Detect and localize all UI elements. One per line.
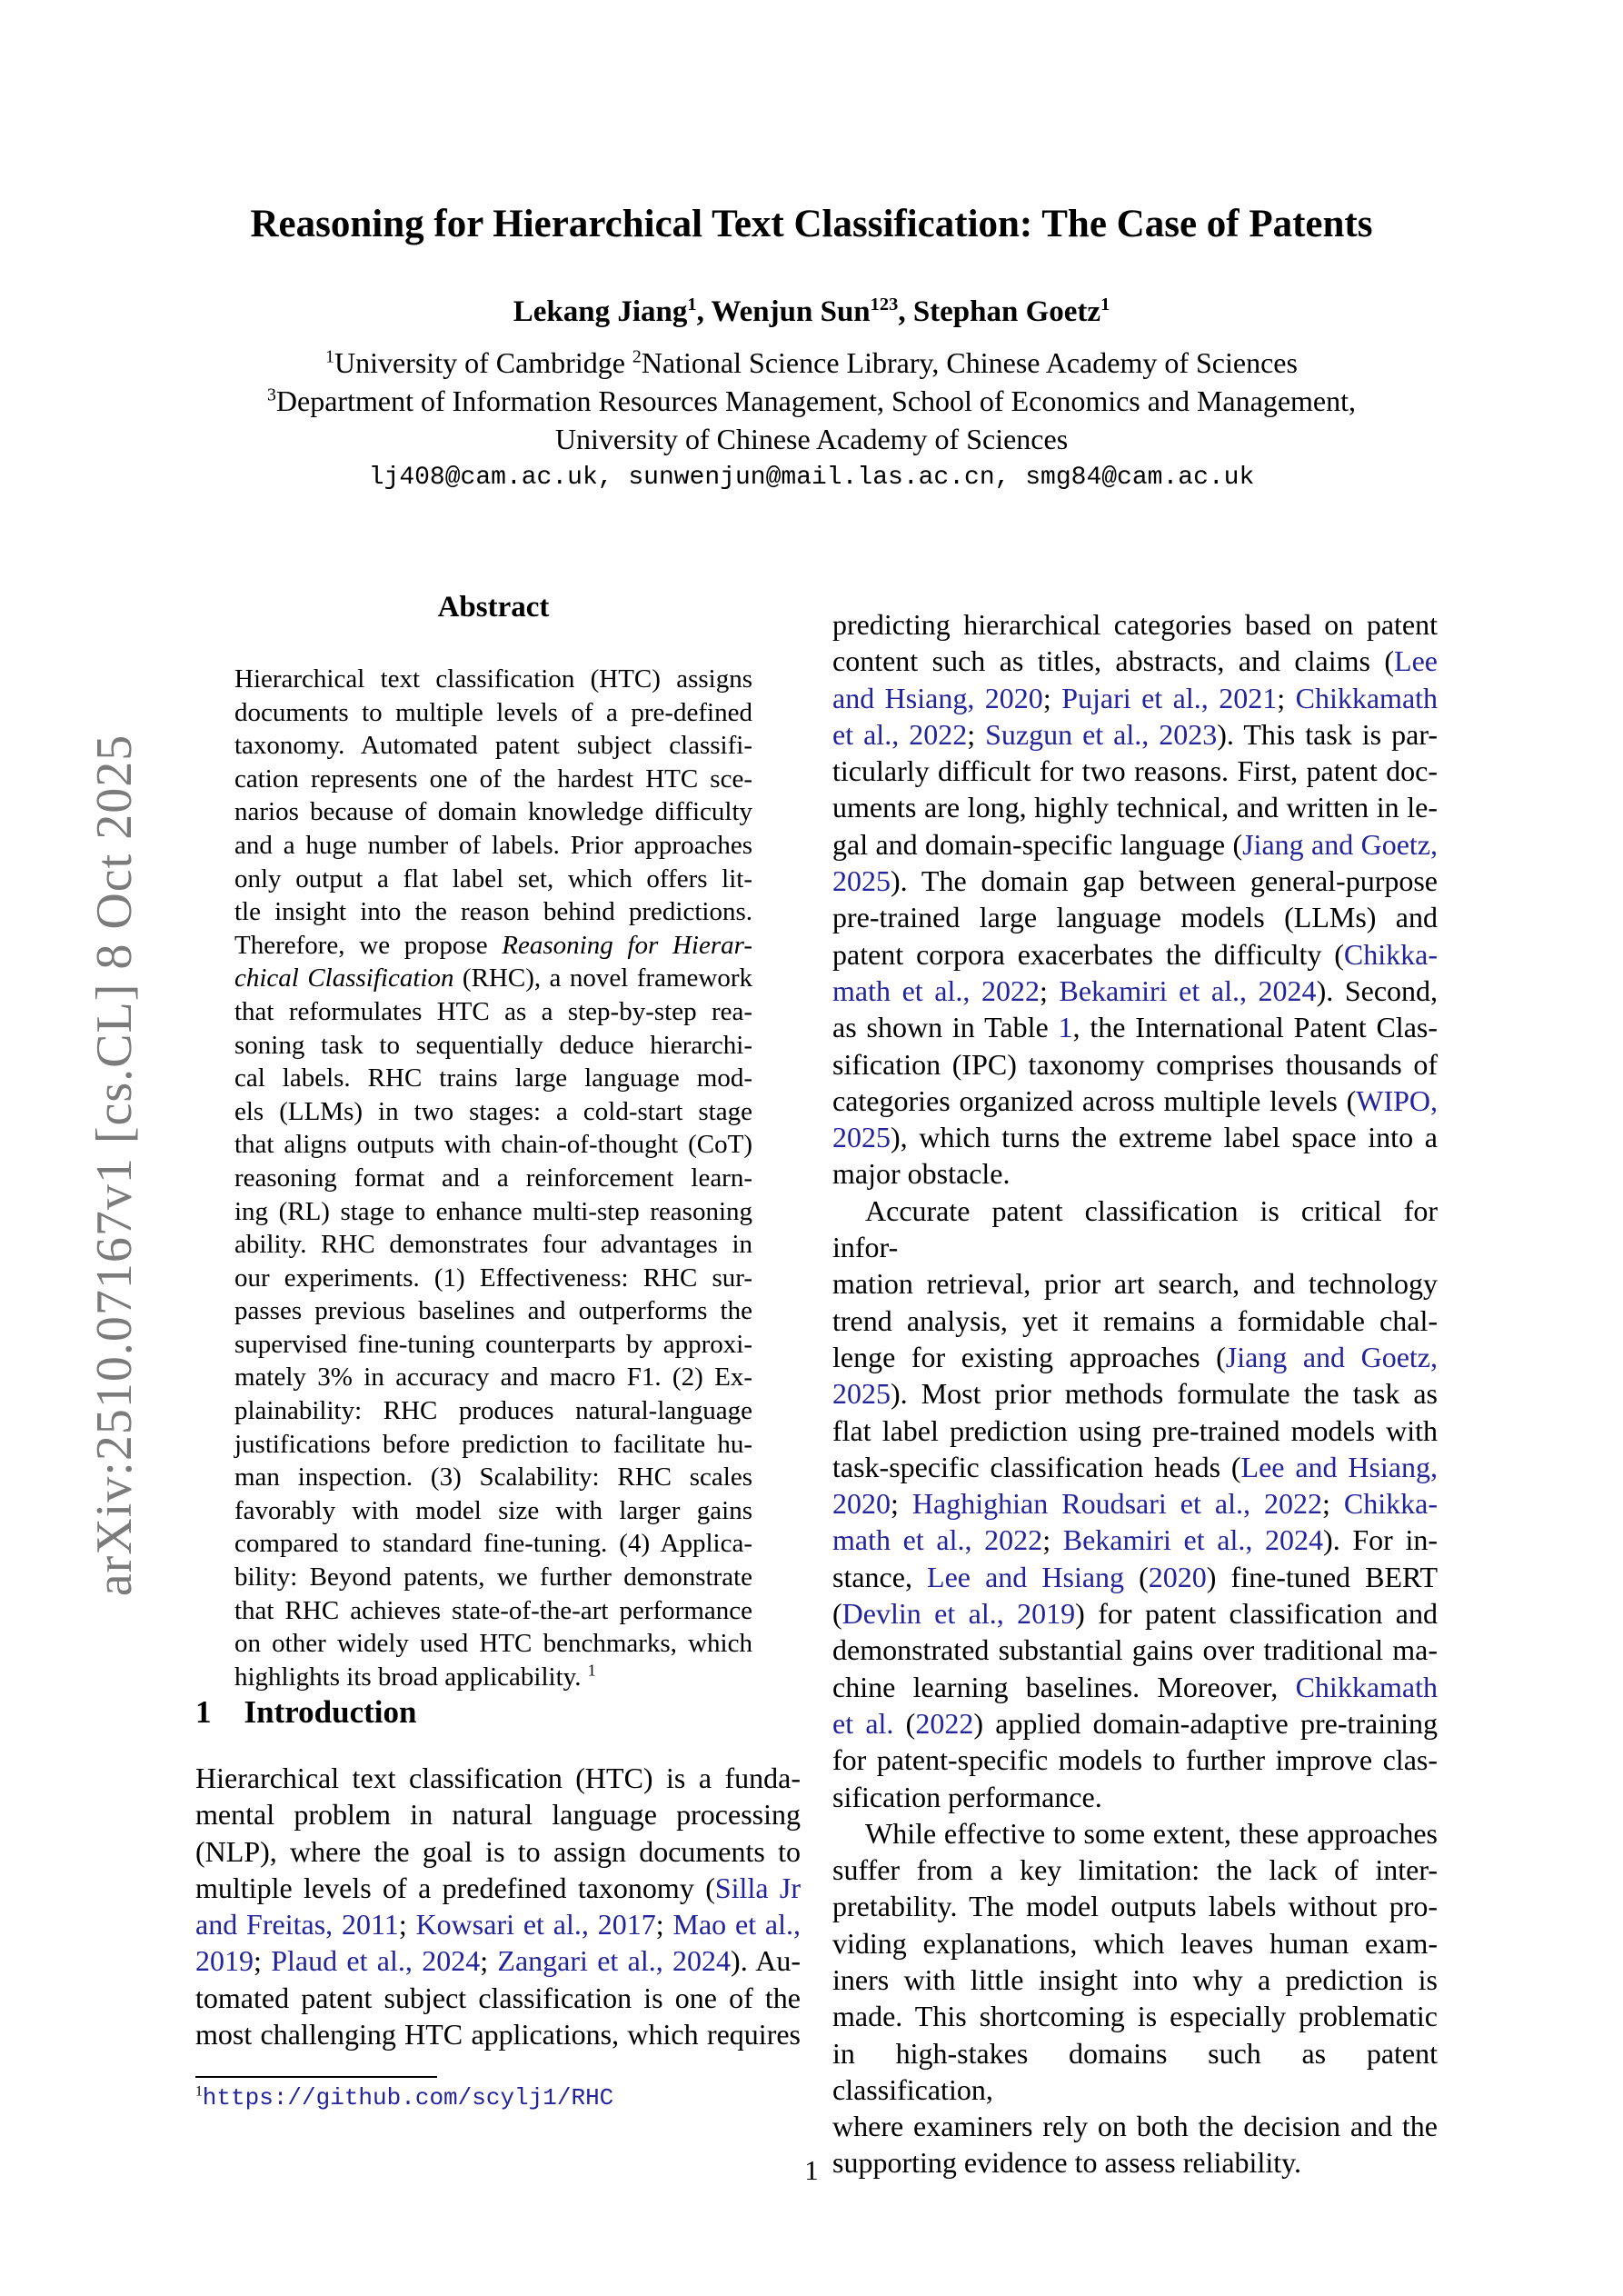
citation-link[interactable]: Pujari et al., 2021 [1061, 681, 1278, 714]
text-line [234, 1527, 752, 1561]
text-span: soning task to sequentially deduce hierarchi- [234, 1030, 752, 1060]
text-line [832, 1705, 1438, 1742]
arxiv-watermark: arXiv:2510.07167v1 [cs.CL] 8 Oct 2025 [86, 734, 143, 1597]
citation-link[interactable]: 2025 [832, 1121, 891, 1154]
paper-title: Reasoning for Hierarchical Text Classification: The Case of Patents [250, 203, 1373, 245]
text-span: ( [893, 1706, 916, 1740]
italic-text: chical Classification [234, 963, 454, 993]
text-span: content such as titles, abstracts, and claims ( [832, 644, 1395, 678]
text-span: ). Most prior methods formulate the task as [891, 1377, 1438, 1411]
text-line [234, 763, 752, 796]
text-span: ; [891, 1487, 912, 1521]
text-line [832, 1962, 1438, 1998]
text-line [234, 1095, 752, 1129]
text-span: for patent-specific models to further improve clas- [832, 1743, 1438, 1777]
text-span: ), which turns the extreme label space into a [891, 1121, 1438, 1154]
text-span: passes previous baselines and outperforms the [234, 1296, 752, 1326]
text-line [234, 962, 752, 995]
text-line [234, 1195, 752, 1229]
text-span: compared to standard fine-tuning. (4) Applica- [234, 1529, 752, 1559]
text-line [832, 973, 1438, 1009]
text-line [832, 1375, 1438, 1412]
text-line [832, 1449, 1438, 1485]
text-line [234, 863, 752, 896]
text-span: ing (RL) stage to enhance multi-step reasoning [234, 1196, 752, 1226]
text-line [234, 1661, 752, 1694]
footnote [195, 2083, 801, 2111]
text-span: ; [398, 1908, 416, 1942]
text-line [832, 1559, 1438, 1595]
text-line [234, 1428, 752, 1462]
text-line [832, 1522, 1438, 1558]
text-line [832, 1009, 1438, 1045]
text-span: Stephan Goetz [912, 295, 1101, 328]
text-span: ) applied domain-adaptive pre-training [973, 1706, 1439, 1740]
text-line [832, 1632, 1438, 1668]
citation-link[interactable]: 2025 [832, 1377, 891, 1411]
citation-link[interactable]: 2022 [915, 1706, 974, 1740]
text-line [832, 1485, 1438, 1522]
text-span: Lekang Jiang [513, 295, 688, 328]
superscript: 3 [266, 384, 276, 405]
text-line [234, 729, 752, 763]
text-span: where examiners rely on both the decision and the [832, 2110, 1438, 2143]
text-span: Accurate patent classification is critical for infor- [832, 1193, 1438, 1264]
text-span: supporting evidence to assess reliability. [832, 2146, 1302, 2180]
text-span: , [898, 295, 913, 328]
text-line [234, 895, 752, 929]
superscript: 1 [195, 2083, 203, 2100]
text-span: tle insight into the reason behind predictions. [234, 897, 752, 927]
text-span: and a huge number of labels. Prior approaches [234, 830, 752, 860]
citation-link[interactable]: and Freitas, 2011 [195, 1908, 399, 1942]
text-span: multiple levels of a predefined taxonomy ( [195, 1871, 715, 1904]
text-line [195, 1760, 801, 1796]
text-span: ). Au- [731, 1944, 802, 1978]
citation-link[interactable]: 2020 [832, 1487, 891, 1521]
text-line [832, 1155, 1438, 1192]
citation-link[interactable]: WIPO, [1356, 1083, 1438, 1117]
text-span: reasoning format and a reinforcement learn- [234, 1163, 752, 1193]
text-line [195, 1906, 801, 1942]
text-span: narios because of domain knowledge difficulty [234, 797, 752, 827]
section-number: 1 [195, 1694, 212, 1730]
text-line [832, 1595, 1438, 1632]
citation-link[interactable]: 2025 [832, 864, 891, 898]
text-line [832, 643, 1438, 679]
citation-link[interactable]: Lee and Hsiang [927, 1560, 1125, 1593]
text-span: pretability. The model outputs labels without pro- [832, 1890, 1438, 1923]
citation-link[interactable]: Jiang and Goetz, [1242, 827, 1438, 861]
text-span: suffer from a key limitation: the lack of inter- [832, 1853, 1438, 1887]
text-line [832, 1083, 1438, 1119]
text-line [832, 1742, 1438, 1778]
text-line [832, 2108, 1438, 2144]
text-line [234, 1262, 752, 1295]
text-line [234, 1029, 752, 1063]
superscript: 1 [1100, 294, 1110, 314]
text-line [195, 1980, 801, 2016]
text-line [234, 1594, 752, 1628]
text-line [234, 795, 752, 829]
right-column-text [832, 606, 1438, 2181]
text-line [832, 716, 1438, 753]
text-span: highlights its broad applicability. [234, 1662, 588, 1692]
text-span: iners with little insight into why a prediction is [832, 1962, 1438, 1996]
text-span: as shown in Table [832, 1011, 1059, 1044]
text-span: ; [480, 1944, 498, 1978]
affiliation-line-1 [0, 346, 1623, 380]
text-span: University of Cambridge [334, 346, 632, 379]
text-span: sification performance. [832, 1780, 1102, 1813]
text-line [832, 606, 1438, 643]
text-line [234, 1162, 752, 1195]
text-line [195, 1870, 801, 1906]
text-span: trend analysis, yet it remains a formidable chal- [832, 1303, 1438, 1337]
text-span: predicting hierarchical categories based on patent [832, 608, 1438, 641]
text-line [234, 1461, 752, 1494]
text-line [832, 1779, 1438, 1815]
text-line [234, 829, 752, 863]
text-span: bility: Beyond patents, we further demonstrate [234, 1562, 752, 1592]
left-column-text [195, 1760, 801, 2052]
citation-link[interactable]: math et al., 2022 [832, 1523, 1043, 1557]
citation-link[interactable]: 1 [1058, 1011, 1073, 1044]
citation-link[interactable]: Suzgun et al., 2023 [985, 717, 1218, 751]
text-span: ability. RHC demonstrates four advantages in [234, 1230, 752, 1260]
text-span: , the International Patent Clas- [1072, 1011, 1438, 1044]
text-span: gal and domain-specific language ( [832, 827, 1243, 861]
citation-link[interactable]: Silla Jr [714, 1871, 802, 1904]
superscript: 1 [325, 346, 334, 367]
text-span: ; [254, 1944, 272, 1978]
text-span: uments are long, highly technical, and written in le- [832, 791, 1438, 824]
citation-link[interactable]: Lee and Hsiang, [1240, 1450, 1438, 1483]
text-line [832, 2035, 1438, 2109]
text-span: patent corpora exacerbates the difficulty ( [832, 937, 1344, 971]
text-span: task-specific classification heads ( [832, 1450, 1241, 1483]
text-span: plainability: RHC produces natural-language [234, 1396, 752, 1426]
text-line [234, 929, 752, 963]
text-line [832, 1669, 1438, 1705]
text-span: man inspection. (3) Scalability: RHC scales [234, 1462, 752, 1492]
text-span: ; [1039, 973, 1060, 1007]
citation-link[interactable]: Devlin et al., 2019 [841, 1597, 1076, 1631]
footnote-url-link[interactable]: https://github.com/scylj1/RHC [202, 2084, 614, 2111]
footnote-rule [195, 2076, 437, 2078]
text-line [195, 1942, 801, 1979]
text-span: University of Chinese Academy of Sciences [554, 423, 1069, 455]
text-span: ). This task is par- [1217, 717, 1438, 751]
text-line [832, 1046, 1438, 1083]
text-span: , [696, 295, 712, 328]
text-span: categories organized across multiple levels ( [832, 1083, 1357, 1117]
text-span: ) fine-tuned BERT [1206, 1560, 1438, 1593]
authors-line [0, 295, 1623, 329]
text-span: on other widely used HTC benchmarks, which [234, 1629, 752, 1659]
citation-link[interactable]: Mao et al., [672, 1908, 802, 1942]
paragraph [234, 663, 752, 1693]
citation-link[interactable]: 2019 [195, 1944, 254, 1978]
section-title: Introduction [244, 1694, 417, 1730]
abstract-body [234, 663, 752, 1693]
citation-link[interactable]: Jiang and Goetz, [1225, 1340, 1438, 1373]
text-span: favorably with model size with larger gains [234, 1495, 752, 1525]
text-span: ; [1042, 1523, 1063, 1557]
text-line [832, 1888, 1438, 1924]
citation-link[interactable]: et al. [832, 1706, 894, 1740]
text-span: Hierarchical text classification (HTC) is a funda- [195, 1762, 801, 1794]
text-span: ). The domain gap between general-purpose [891, 864, 1438, 898]
text-line [832, 1265, 1438, 1302]
text-line [832, 1413, 1438, 1449]
citation-link[interactable]: Chikka- [1343, 1487, 1438, 1521]
text-span: only output a flat label set, which offers lit- [234, 863, 752, 893]
text-line [832, 936, 1438, 973]
text-span: Hierarchical text classification (HTC) assigns [234, 664, 752, 694]
text-line [832, 753, 1438, 789]
citation-link[interactable]: Plaud et al., 2024 [271, 1944, 481, 1978]
paragraph [832, 1815, 1438, 2181]
text-line [234, 1561, 752, 1594]
text-line [832, 680, 1438, 716]
text-line [832, 1815, 1438, 1852]
citation-link[interactable]: Haghighian Roudsari et al., 2022 [911, 1487, 1322, 1521]
superscript: 2 [632, 346, 642, 367]
citation-link[interactable]: Kowsari et al., 2017 [415, 1908, 656, 1942]
text-span: taxonomy. Automated patent subject classifi- [234, 731, 752, 761]
text-span: cation represents one of the hardest HTC sce- [234, 764, 752, 794]
text-line [234, 663, 752, 696]
text-line [234, 1361, 752, 1394]
text-span: pre-trained large language models (LLMs) and [832, 901, 1438, 934]
text-span: tomated patent subject classification is one of the [195, 1981, 801, 2014]
text-span: chine learning baselines. Moreover, [832, 1670, 1296, 1703]
page-number: 1 [804, 2154, 819, 2186]
citation-link[interactable]: Chikkamath [1295, 1670, 1438, 1703]
author-emails: lj408@cam.ac.uk, sunwenjun@mail.las.ac.cn, smg84@cam.ac.uk [368, 464, 1255, 492]
text-span: Wenjun Sun [711, 295, 871, 328]
section-heading-introduction [195, 1694, 804, 1731]
text-span: Department of Information Resources Management, School of Economics and Management, [275, 384, 1356, 417]
text-line [234, 1627, 752, 1661]
text-line [832, 1339, 1438, 1375]
text-span: lenge for existing approaches ( [832, 1340, 1226, 1373]
text-span: ( [1124, 1560, 1149, 1593]
text-line [234, 1328, 752, 1362]
citation-link[interactable]: Chikka- [1343, 937, 1438, 971]
text-span: National Science Library, Chinese Academy of Sciences [641, 346, 1298, 379]
text-line [234, 995, 752, 1029]
paragraph [195, 1760, 801, 2052]
text-line [832, 1303, 1438, 1339]
text-line [832, 1925, 1438, 1962]
text-span: in high-stakes domains such as patent classification, [832, 2036, 1438, 2106]
text-line [234, 1062, 752, 1095]
text-span: cal labels. RHC trains large language mod- [234, 1063, 752, 1093]
text-span: ; [1042, 681, 1062, 714]
text-line [234, 1394, 752, 1428]
text-span: ( [832, 1597, 842, 1631]
text-span: ; [1277, 681, 1296, 714]
text-span: documents to multiple levels of a pre-defined [234, 697, 752, 727]
text-span: that RHC achieves state-of-the-art performance [234, 1595, 752, 1625]
text-span: (RHC), a novel framework [453, 963, 752, 993]
text-span: While effective to some extent, these approaches [865, 1816, 1438, 1850]
text-span: Therefore, we propose [234, 930, 503, 960]
text-span: our experiments. (1) Effectiveness: RHC sur- [234, 1263, 752, 1293]
text-span: ). For in- [1323, 1523, 1439, 1557]
text-span: mental problem in natural language processing [195, 1798, 801, 1832]
text-span: ; [967, 717, 986, 751]
text-line [234, 1494, 752, 1528]
citation-link[interactable]: Bekamiri et al., 2024 [1062, 1523, 1324, 1557]
text-line [832, 1998, 1438, 2034]
citation-link[interactable]: Chikkamath [1295, 681, 1439, 714]
superscript: 123 [870, 294, 899, 314]
citation-link[interactable]: Lee [1394, 644, 1438, 678]
text-line [195, 1833, 801, 1870]
text-line [832, 826, 1438, 863]
text-span: flat label prediction using pre-trained models with [832, 1413, 1438, 1447]
text-span: (NLP), where the goal is to assign documents to [195, 1834, 801, 1868]
text-span: ) for patent classification and [1075, 1597, 1439, 1631]
text-span: mation retrieval, prior art search, and technology [832, 1267, 1438, 1301]
text-span: made. This shortcoming is especially problematic [832, 2000, 1438, 2033]
text-line [195, 1796, 801, 1832]
italic-text: Reasoning for Hierar- [502, 930, 752, 960]
affiliation-line-3 [0, 423, 1623, 456]
text-line [832, 863, 1438, 899]
text-span: viding explanations, which leaves human exam- [832, 1926, 1438, 1960]
text-line [234, 696, 752, 730]
text-line [195, 2016, 801, 2052]
paragraph [832, 606, 1438, 1193]
text-line [234, 1228, 752, 1262]
text-span: ticularly difficult for two reasons. First, patent doc- [832, 754, 1438, 788]
text-span: that reformulates HTC as a step-by-step rea- [234, 996, 752, 1026]
text-span: els (LLMs) in two stages: a cold-start stage [234, 1096, 752, 1126]
text-span: ). Second, [1316, 973, 1439, 1007]
text-line [234, 1294, 752, 1328]
affiliation-line-2 [0, 384, 1623, 418]
text-span: ; [1322, 1487, 1344, 1521]
paragraph [832, 1193, 1438, 1815]
superscript: 1 [587, 1661, 596, 1680]
citation-link[interactable]: 2020 [1148, 1560, 1207, 1593]
text-span: supervised fine-tuning counterparts by approxi- [234, 1329, 752, 1359]
text-line [832, 1119, 1438, 1155]
text-line [832, 1193, 1438, 1266]
text-span: demonstrated substantial gains over traditional ma- [832, 1633, 1438, 1667]
text-line [832, 899, 1438, 935]
text-span: major obstacle. [832, 1157, 1011, 1191]
text-span: mately 3% in accuracy and macro F1. (2) Ex- [234, 1363, 752, 1393]
text-span: stance, [832, 1560, 928, 1593]
abstract-heading: Abstract [437, 591, 550, 624]
superscript: 1 [687, 294, 697, 314]
text-span: ; [655, 1908, 673, 1942]
citation-link[interactable]: Bekamiri et al., 2024 [1059, 973, 1317, 1007]
text-span: sification (IPC) taxonomy comprises thousands of [832, 1047, 1438, 1081]
citation-link[interactable]: math et al., 2022 [832, 973, 1040, 1007]
text-span: most challenging HTC applications, which requires [195, 2018, 801, 2051]
text-line [832, 789, 1438, 825]
text-span: justifications before prediction to facilitate hu- [234, 1429, 752, 1459]
citation-link[interactable]: and Hsiang, 2020 [832, 681, 1043, 714]
citation-link[interactable]: Zangari et al., 2024 [497, 1944, 732, 1978]
text-span: that aligns outputs with chain-of-thought (CoT) [234, 1130, 752, 1160]
text-line [832, 1852, 1438, 1888]
text-line [234, 1128, 752, 1162]
citation-link[interactable]: et al., 2022 [832, 717, 968, 751]
